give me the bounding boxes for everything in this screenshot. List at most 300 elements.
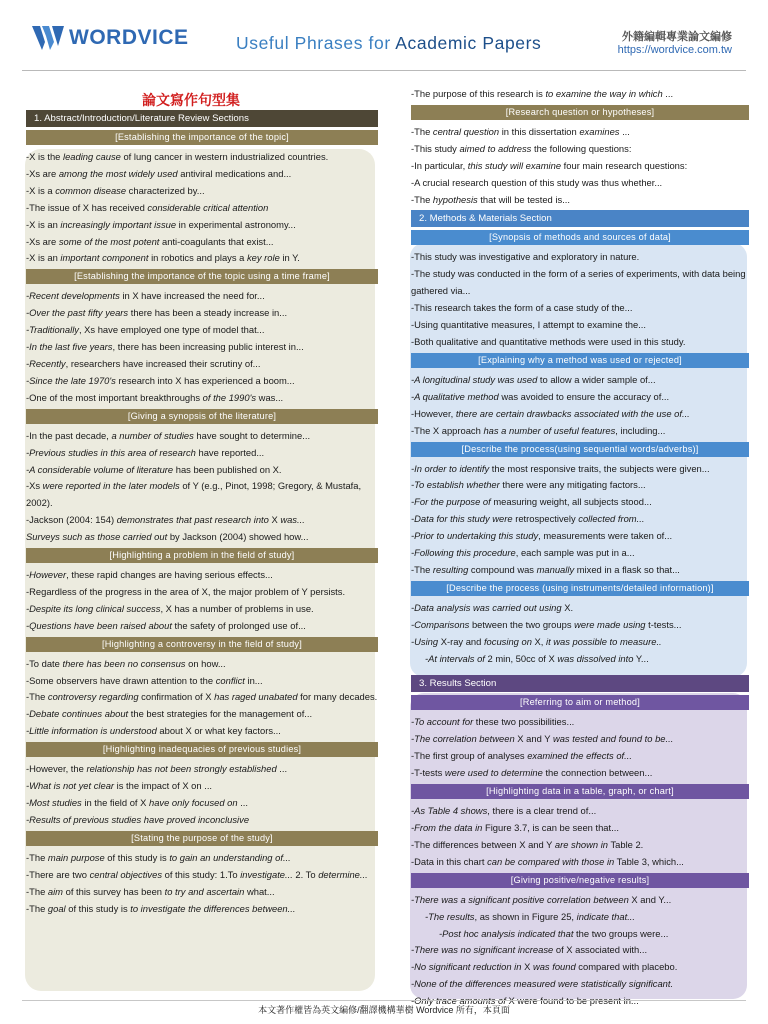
phrase-text: that will be tested is... [477, 193, 570, 205]
phrase-group [26, 831, 378, 918]
phrase-emphasis: -Recent developments [26, 290, 120, 302]
phrase-emphasis: key role [246, 252, 280, 264]
phrase-text: , including... [615, 424, 666, 436]
phrase-emphasis: -Questions have been raised about [26, 619, 172, 631]
phrase-line [411, 300, 749, 317]
phrase-line [411, 372, 749, 389]
phrase-text: the following questions: [531, 142, 632, 154]
phrase-line [26, 373, 378, 390]
phrase-line [26, 339, 378, 356]
phrase-line [26, 901, 378, 918]
phrase-emphasis: to examine the way in which [545, 88, 663, 99]
phrase-emphasis: indicate that... [576, 910, 636, 922]
phrase-line [26, 428, 378, 445]
phrase-emphasis: have only focused on [148, 797, 238, 808]
phrase-emphasis: to investigate the differences between... [130, 902, 296, 914]
title-part2: Academic Papers [395, 33, 542, 53]
phrase-line [411, 317, 749, 334]
phrase-emphasis: among the most widely used [58, 167, 178, 179]
phrase-text: -Regardless of the progress in the area of X, the major problem of Y persists. [26, 585, 346, 597]
phrase-emphasis: Surveys such as those carried out [26, 531, 168, 543]
phrase-group [411, 230, 749, 350]
phrase-text: 2. To [292, 868, 319, 880]
phrase-text: Y... [633, 652, 649, 664]
header-divider [22, 70, 746, 71]
phrase-emphasis: were made using [574, 618, 646, 630]
phrase-text: -A crucial research question of this study was thus whether... [411, 176, 663, 188]
phrase-text: ... [237, 797, 249, 808]
rq-lines [411, 124, 749, 209]
phrase-line [411, 926, 749, 943]
phrase-text: about X or what key factors... [156, 725, 281, 737]
phrase-text: -The [26, 851, 48, 863]
phrase-text: compound was [468, 563, 537, 575]
phrase-line [411, 765, 749, 782]
phrase-line [411, 731, 749, 748]
phrase-line [26, 166, 378, 183]
phrase-text: X [521, 961, 533, 973]
phrase-text: by Jackson (2004) showed how... [167, 531, 309, 543]
phrase-line [26, 618, 378, 635]
phrase-text: -There are two [26, 868, 90, 880]
phrase-emphasis: some of the most potent [58, 235, 160, 247]
phrase-emphasis: -Most studies [26, 797, 82, 808]
phrase-line [26, 584, 378, 601]
phrase-emphasis: important component [60, 252, 149, 264]
methods-groups [411, 230, 749, 667]
phrase-group [411, 442, 749, 579]
phrase-text: anti-coagulants that exist... [159, 235, 274, 247]
phrase-emphasis: -A considerable volume of literature [26, 463, 174, 475]
phrase-line [26, 149, 378, 166]
phrase-line [26, 706, 378, 723]
phrase-text: in... [244, 674, 263, 686]
phrase-line [26, 761, 378, 778]
phrase-text: -However, [411, 407, 456, 419]
subheading: [Referring to aim or method] [411, 695, 749, 710]
phrase-line [411, 192, 749, 209]
phrase-line [411, 86, 749, 103]
phrase-emphasis: this study will examine [467, 159, 562, 171]
phrase-emphasis: there are certain drawbacks associated with the use of... [455, 407, 690, 419]
phrase-text: characterized by... [126, 184, 205, 196]
phrase-emphasis: central objectives [89, 868, 163, 880]
phrase-text: -Jackson (2004: 154) [26, 514, 117, 526]
phrase-text: of this study is [104, 851, 170, 863]
phrase-text: , as shown in Figure 25, [474, 910, 577, 922]
phrase-line [26, 462, 378, 479]
phrase-text: of X associated with... [553, 944, 648, 956]
phrase-text: there has been a steady increase in... [128, 307, 288, 319]
phrase-emphasis: common disease [55, 184, 127, 196]
phrase-emphasis: -Over the past fifty years [26, 307, 129, 319]
phrase-text: -Some observers have drawn attention to the [26, 674, 216, 686]
phrase-text: in experimental astronomy... [176, 218, 296, 230]
phrase-emphasis: determine... [318, 868, 368, 880]
phrase-text: X [268, 514, 281, 526]
phrase-text: was avoided to ensure the accuracy of... [498, 390, 670, 402]
phrase-emphasis: -Since the late 1970's [26, 374, 116, 386]
phrase-text: t-tests... [645, 618, 682, 630]
phrase-line [411, 477, 749, 494]
phrase-text: what... [244, 885, 275, 897]
phrase-emphasis: was tested and found to be... [552, 733, 674, 745]
subheading: [Giving a synopsis of the literature] [26, 409, 378, 424]
phrase-emphasis: -Using [411, 635, 439, 647]
phrase-text: -X is a [26, 184, 56, 196]
phrase-line [411, 617, 749, 634]
phrase-line [411, 389, 749, 406]
phrase-emphasis: -Data analysis was carried out using [411, 601, 562, 613]
phrase-text: is the impact of X on ... [114, 780, 213, 792]
phrase-text: compared with placebo. [575, 961, 678, 973]
phrase-text: antiviral medications and... [177, 167, 292, 179]
phrase-text: -The [411, 193, 433, 205]
phrase-emphasis: aim [47, 885, 63, 897]
phrase-group [26, 409, 378, 546]
phrase-emphasis: -Traditionally [26, 324, 79, 336]
phrase-text: in Y. [279, 252, 300, 264]
phrase-text: Table 3, which... [614, 855, 684, 867]
phrase-line [26, 478, 378, 512]
phrase-text: ... [619, 125, 630, 137]
phrase-text: -X is an [26, 252, 61, 264]
wordvice-logo[interactable] [32, 26, 189, 50]
phrase-line [26, 723, 378, 740]
phrase-text: -In particular, [411, 159, 468, 171]
phrase-emphasis: were reported in the later models [42, 480, 180, 492]
phrase-text: confirmation of X [138, 691, 215, 703]
phrase-emphasis: was... [280, 514, 305, 526]
phrase-line [411, 892, 749, 909]
phrase-text: , there is a clear trend of... [487, 805, 597, 817]
phrase-line [26, 512, 378, 529]
phrase-text: -The [26, 885, 48, 897]
phrase-emphasis: a number of studies [111, 429, 194, 441]
phrase-emphasis: -Data for this study were [411, 513, 513, 525]
phrase-text: -However, the [26, 763, 87, 775]
phrase-text: X, [531, 635, 546, 647]
subheading: [Explaining why a method was used or rejected] [411, 353, 749, 368]
phrase-emphasis: of the 1990's [202, 391, 257, 403]
phrase-group [26, 548, 378, 635]
phrase-emphasis: relationship has not been strongly established [86, 763, 277, 775]
phrase-text: -The issue of X has received [26, 201, 148, 213]
phrase-text: -In the past decade, [26, 429, 112, 441]
phrase-text: , there has been increasing public interest in... [112, 341, 304, 353]
phrase-text: has been published on X. [173, 463, 282, 475]
phrase-text: to allow a wider sample of... [537, 373, 656, 385]
phrase-emphasis: -From the data in [411, 822, 483, 833]
phrase-emphasis: -For the purpose of [411, 496, 491, 508]
phrase-line [26, 850, 378, 867]
phrase-group [411, 784, 749, 871]
phrase-emphasis: central question [432, 125, 500, 137]
phrase-emphasis: -The correlation between [411, 733, 515, 745]
phrase-text: 2 min, 50cc of X [484, 652, 558, 664]
phrase-emphasis: manually [536, 563, 575, 575]
footer-copyright: 本文著作權皆為英文編修/翻譯機構華樹 Wordvice 所有，本頁面 [258, 1005, 510, 1015]
phrase-text: in this dissertation [499, 125, 580, 137]
phrase-emphasis: -However [26, 569, 67, 581]
phrase-text: -The X approach [411, 424, 484, 436]
phrase-line [26, 529, 378, 546]
header-tagline: 外籍編輯專業論文編修 [622, 31, 732, 43]
phrase-text: of this study is [65, 902, 131, 914]
phrase-line [411, 406, 749, 423]
phrase-text: have reported... [195, 446, 265, 458]
phrase-line [26, 250, 378, 267]
phrase-text: -The [411, 125, 433, 137]
phrase-line [26, 183, 378, 200]
phrase-text: four main research questions: [561, 159, 688, 171]
phrase-text: -The [26, 691, 48, 703]
phrase-group [26, 269, 378, 406]
phrase-emphasis: to gain an understanding of... [169, 851, 291, 863]
phrase-line [411, 461, 749, 478]
phrase-text: of this survey has been [63, 885, 165, 897]
phrase-text: on how... [185, 657, 226, 669]
phrase-line [26, 234, 378, 251]
phrase-line [411, 141, 749, 158]
phrase-line [411, 175, 749, 192]
phrase-line [26, 217, 378, 234]
phrase-emphasis: can be compared with those in [487, 855, 615, 867]
phrase-emphasis: was dissolved into [557, 652, 634, 664]
phrase-emphasis: -A qualitative method [411, 390, 499, 402]
phrase-emphasis: investigate... [240, 868, 293, 880]
phrase-line [411, 634, 749, 651]
phrase-emphasis: there has been no consensus [62, 657, 186, 669]
phrase-emphasis: -No significant reduction in [411, 961, 522, 973]
phrase-text: -Xs are [26, 167, 59, 179]
w-logo-icon [32, 26, 64, 50]
phrase-text: X. [561, 601, 574, 613]
phrase-text: in the field of X [81, 797, 149, 808]
phrase-emphasis: has raged unabated [214, 691, 298, 703]
phrase-text: -The [411, 563, 433, 575]
subheading-research-question: [Research question or hypotheses] [411, 105, 749, 120]
phrase-emphasis: -To establish whether [411, 479, 500, 491]
phrase-text: the two groups were... [573, 927, 669, 939]
header-url-link[interactable]: https://wordvice.com.tw [617, 44, 732, 56]
phrase-line [411, 158, 749, 175]
phrase-text: the best strategies for the management of... [128, 708, 313, 720]
phrase-text: -This study [411, 142, 460, 154]
section-title-results: 3. Results Section [411, 675, 749, 692]
phrase-text: -The differences between X and Y [411, 838, 555, 850]
phrase-emphasis: -Comparisons [411, 618, 470, 630]
phrase-text: between the two groups [469, 618, 575, 630]
phrase-emphasis: -Recently [26, 357, 66, 369]
phrase-text: was... [256, 391, 284, 403]
phrase-emphasis: -None of the differences measured were statistically significant. [411, 978, 674, 990]
subheading: [Establishing the importance of the topic using a time frame] [26, 269, 378, 284]
footer-divider [22, 1000, 746, 1001]
title-part1: Useful Phrases for [236, 33, 396, 53]
phrase-text: the safety of prolonged use of... [171, 619, 306, 631]
phrase-emphasis: -At intervals of [425, 652, 485, 664]
phrase-emphasis: -A longitudinal study was used [411, 373, 538, 385]
phrase-text: X and Y [514, 733, 553, 745]
phrase-line [411, 249, 749, 266]
phrase-emphasis: resulting [432, 563, 469, 575]
phrase-emphasis: leading cause [63, 151, 121, 162]
phrase-text: in robotics and plays a [148, 252, 247, 264]
phrase-emphasis: -Debate continues about [26, 708, 129, 720]
phrase-emphasis: -In order to identify [411, 462, 490, 474]
phrase-text: , Xs have employed one type of model that... [78, 324, 265, 336]
phrase-emphasis: -As Table 4 shows [411, 805, 488, 817]
phrase-text: of lung cancer in western industrialized countries. [120, 151, 329, 162]
phrase-text: -Xs [26, 480, 43, 492]
phrase-line [26, 288, 378, 305]
phrase-emphasis: -Previous studies in this area of research [26, 446, 196, 458]
phrase-text: , these rapid changes are having serious effects... [66, 569, 273, 581]
phrase-emphasis: are shown in [554, 838, 609, 850]
phrase-text: -Using quantitative measures, I attempt to examine the... [411, 319, 647, 331]
phrase-group [411, 353, 749, 440]
subheading: [Highlighting data in a table, graph, or chart] [411, 784, 749, 799]
phrase-line [26, 812, 378, 829]
phrase-text: X were found to be present in... [505, 995, 639, 1007]
page-header [0, 0, 768, 68]
phrase-text: of this study: 1.To [162, 868, 241, 880]
chinese-title: 論文寫作句型集 [142, 92, 240, 108]
logo-text: WORDVICE [69, 26, 189, 49]
phrase-emphasis: -There was a significant positive correlation between [411, 893, 629, 905]
subheading: [Describe the process (using instruments/detailed information)] [411, 581, 749, 596]
phrase-text: of Y (e.g., Pinot, 1998; Gregory, & Mustafa, 2002). [26, 480, 362, 509]
phrase-line [26, 390, 378, 407]
phrase-line [26, 200, 378, 217]
phrase-text: -This study was investigative and exploratory in nature. [411, 251, 640, 263]
subheading: [Stating the purpose of the study] [26, 831, 378, 846]
phrase-emphasis: main purpose [47, 851, 105, 863]
phrase-emphasis: aimed to address [459, 142, 532, 154]
phrase-line [26, 567, 378, 584]
phrase-group [26, 130, 378, 267]
page-title [236, 33, 541, 54]
phrase-line [26, 884, 378, 901]
phrase-line [411, 600, 749, 617]
phrase-emphasis: -To account for [411, 716, 474, 728]
phrase-line [26, 673, 378, 690]
phrase-line [411, 511, 749, 528]
phrase-emphasis: -Despite its long clinical success [26, 602, 161, 614]
phrase-text: , measurements were taken of... [538, 530, 673, 542]
phrase-line [26, 689, 378, 706]
phrase-line [411, 959, 749, 976]
phrase-text: -One of the most important breakthroughs [26, 391, 203, 403]
phrase-text: -The first group of analyses [411, 750, 528, 762]
phrase-group [411, 873, 749, 1010]
phrase-line [26, 778, 378, 795]
phrase-line [411, 820, 749, 837]
phrase-emphasis: -What is not yet clear [26, 780, 115, 792]
phrase-group [411, 581, 749, 668]
header-contact [618, 28, 732, 56]
phrase-text: X and Y... [628, 893, 672, 905]
left-groups [26, 130, 378, 917]
phrase-text: -To date [26, 657, 63, 669]
phrase-text: ... [276, 763, 288, 775]
subheading: [Synopsis of methods and sources of data] [411, 230, 749, 245]
phrase-text: -X is an [26, 218, 61, 230]
phrase-emphasis: examined the effects of... [527, 750, 632, 762]
phrase-line [411, 909, 749, 926]
phrase-line [26, 867, 378, 884]
section-title-intro: 1. Abstract/Introduction/Literature Review Sections [26, 110, 378, 127]
phrase-emphasis: -Little information is understood [26, 725, 157, 737]
phrase-emphasis: focusing on [483, 635, 532, 647]
left-column [26, 90, 378, 917]
subheading: [Highlighting inadequacies of previous studies] [26, 742, 378, 757]
phrase-text: have sought to determine... [193, 429, 311, 441]
phrase-text: measuring weight, all subjects stood... [490, 496, 652, 508]
right-column [411, 86, 749, 1010]
phrase-line [411, 714, 749, 731]
phrase-line [26, 445, 378, 462]
phrase-text: mixed in a flask so that... [574, 563, 680, 575]
phrase-emphasis: -Only trace amounts of [411, 995, 506, 1007]
phrase-text: -The [26, 902, 48, 914]
phrase-text: -Data in this chart [411, 855, 488, 867]
phrase-emphasis: to try and ascertain [164, 885, 245, 897]
phrase-text: , X has a number of problems in use. [160, 602, 314, 614]
phrase-line [411, 266, 749, 300]
phrase-text: retrospectively [512, 513, 579, 525]
phrase-line [411, 124, 749, 141]
phrase-text: Figure 3.7, is can be seen that... [482, 822, 619, 833]
phrase-line [26, 795, 378, 812]
phrase-text: , researchers have increased their scrutiny of... [65, 357, 261, 369]
phrase-line [26, 601, 378, 618]
phrase-line [411, 494, 749, 511]
phrase-emphasis: controversy regarding [47, 691, 139, 703]
phrase-text: X-ray and [438, 635, 484, 647]
phrase-text: these two possibilities... [473, 716, 575, 728]
phrase-line [411, 528, 749, 545]
phrase-emphasis: goal [47, 902, 66, 914]
phrase-text: -X is the [26, 151, 63, 162]
phrase-emphasis: conflict [215, 674, 245, 686]
phrase-emphasis: -The results [425, 910, 475, 922]
phrase-group [26, 742, 378, 829]
phrase-text: , each sample was put in a... [515, 547, 635, 559]
phrase-text: -T-tests [411, 767, 445, 779]
purpose-line [411, 86, 749, 103]
phrase-group [411, 695, 749, 782]
phrase-line [411, 803, 749, 820]
phrase-text: ... [662, 88, 674, 99]
phrase-line [411, 976, 749, 993]
phrase-line [411, 748, 749, 765]
phrase-emphasis: was found [532, 961, 576, 973]
phrase-emphasis: examines [579, 125, 620, 137]
subheading: [Highlighting a controversy in the field of study] [26, 637, 378, 652]
phrase-emphasis: demonstrates that past research into [116, 514, 269, 526]
phrase-line [411, 651, 749, 668]
phrase-emphasis: -There was no significant increase [411, 944, 554, 956]
phrase-line [411, 854, 749, 871]
phrase-text: there were any mitigating factors... [499, 479, 646, 491]
phrase-line [411, 334, 749, 351]
phrase-emphasis: were used to determine [444, 767, 543, 779]
phrase-emphasis: -Prior to undertaking this study [411, 530, 539, 542]
phrase-text: -This research takes the form of a case study of the... [411, 302, 633, 314]
phrase-text: for many decades. [297, 691, 378, 703]
